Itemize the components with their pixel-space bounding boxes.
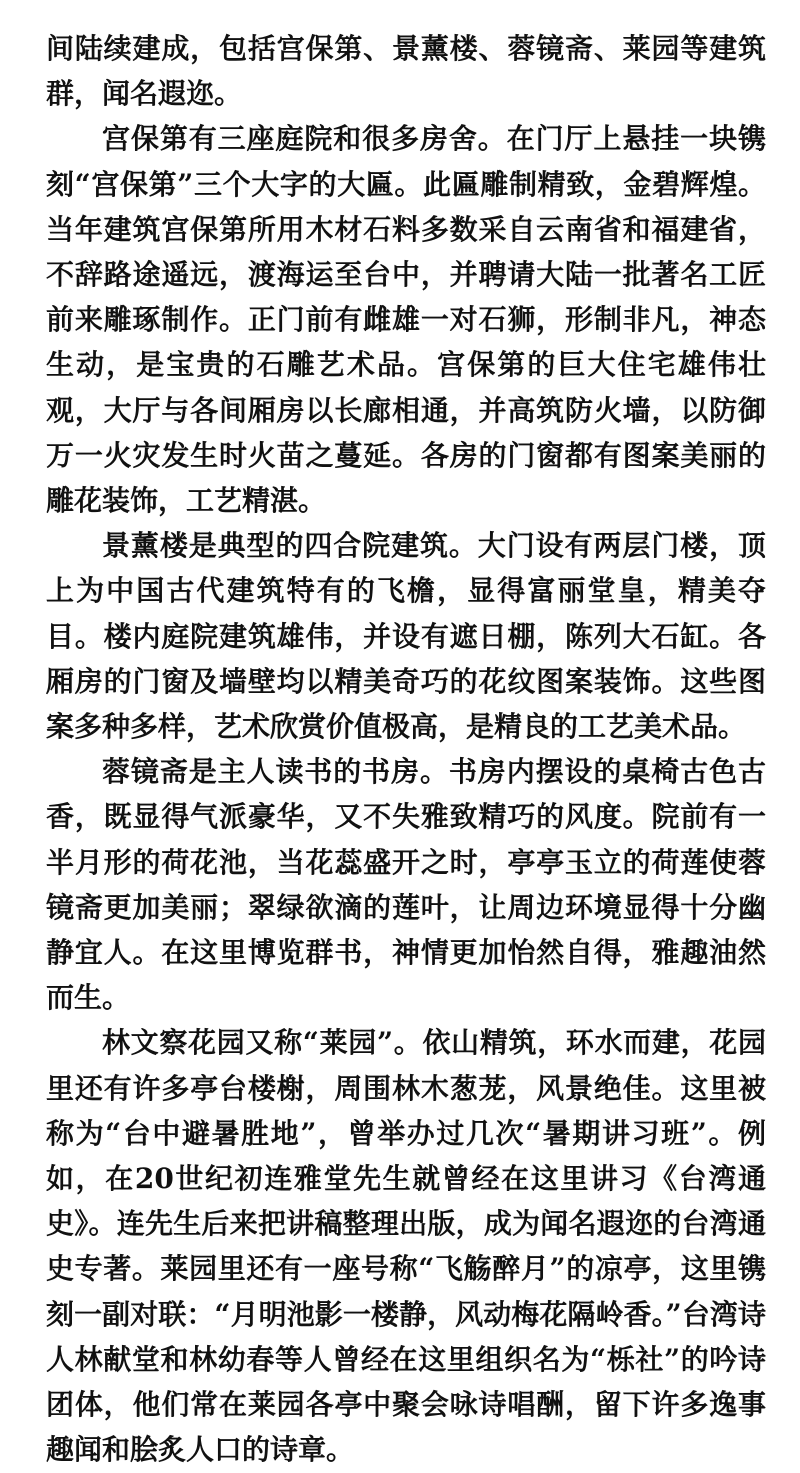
paragraph-4-rongjingzhai: 蓉镜斋是主人读书的书房。书房内摆设的桌椅古色古香，既显得气派豪华，又不失雅致精巧的风度。院前有一半月形的荷花池，当花蕊盛开之时，亭亭玉立的荷莲使蓉镜斋更加美丽；翠绿欲滴的莲叶，让周边环境显得十分幽静宜人。在这里博览群书，神情更加怡然自得，雅趣油然而生。	[46, 755, 766, 1015]
paragraph-5-laiyuan: 林文察花园又称“莱园”。依山精筑，环水而建，花园里还有许多亭台楼榭，周围林木葱茏，风景绝佳。这里被称为“台中避暑胜地”，曾举办过几次“暑期讲习班”。例如，在20世纪初连雅堂先生就曾经在这里讲习《台湾通史》。连先生后来把讲稿整理出版，成为闻名遐迩的台湾通史专著。莱园里还有一座号称“飞觞醉月”的凉亭，这里镌刻一副对联：“月明池影一楼静，风动梅花隔岭香。”台湾诗人林献堂和林幼春等人曾经在这里组织名为“栎社”的吟诗团体，他们常在莱园各亭中聚会咏诗唱酬，留下许多逸事趣闻和脍炙人口的诗章。	[46, 1026, 766, 1467]
paragraph-2-gongbaodi: 宫保第有三座庭院和很多房舍。在门厅上悬挂一块镌刻“宫保第”三个大字的大匾。此匾雕制精致，金碧辉煌。当年建筑宫保第所用木材石料多数采自云南省和福建省，不辞路途遥远，渡海运至台中，并聘请大陆一批著名工匠前来雕琢制作。正门前有雌雄一对石狮，形制非凡，神态生动，是宝贵的石雕艺术品。宫保第的巨大住宅雄伟壮观，大厅与各间厢房以长廊相通，并高筑防火墙，以防御万一火灾发生时火苗之蔓延。各房的门窗都有图案美丽的雕花装饰，工艺精湛。	[46, 122, 766, 518]
paragraph-1: 间陆续建成，包括宫保第、景薰楼、蓉镜斋、莱园等建筑群，闻名遐迩。	[46, 32, 766, 111]
paragraph-3-jingxunlou: 景薰楼是典型的四合院建筑。大门设有两层门楼，顶上为中国古代建筑特有的飞檐，显得富丽堂皇，精美夺目。楼内庭院建筑雄伟，并设有遮日棚，陈列大石缸。各厢房的门窗及墙壁均以精美奇巧的花纹图案装饰。这些图案多种多样，艺术欣赏价值极高，是精良的工艺美术品。	[46, 529, 766, 744]
